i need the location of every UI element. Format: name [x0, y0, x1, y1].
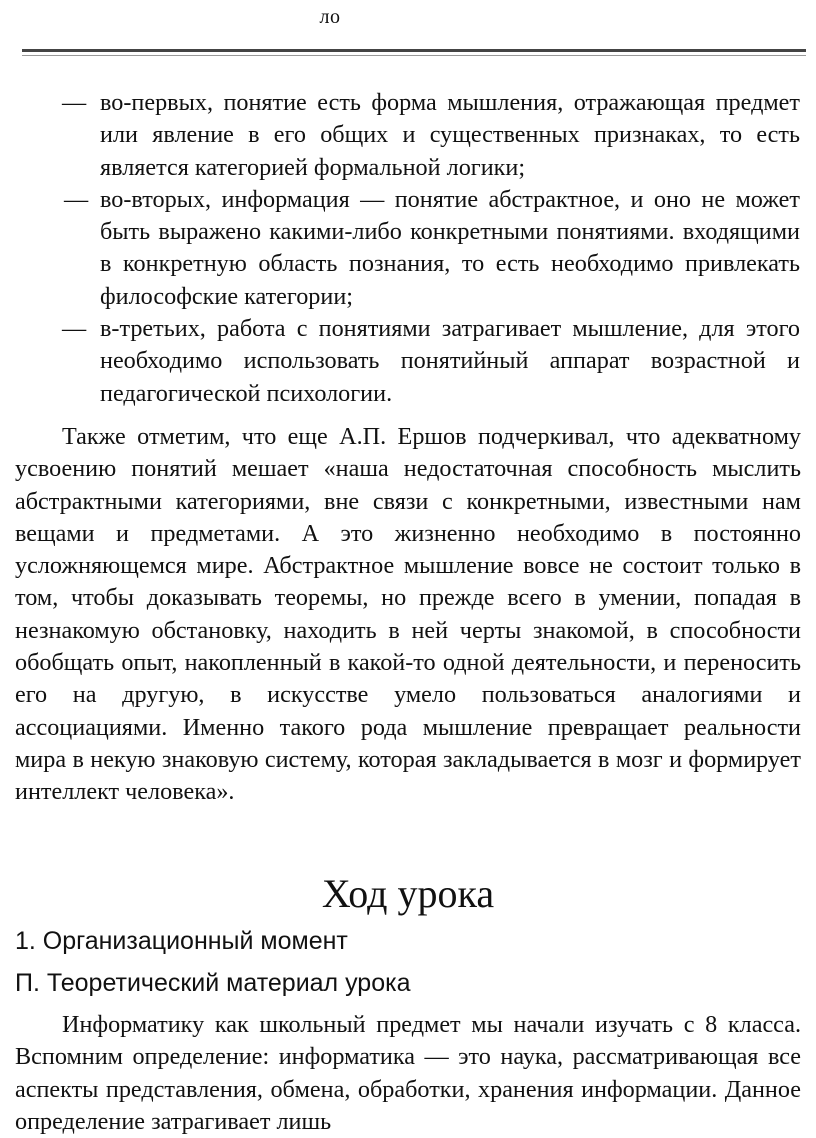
- page-number: ло: [319, 6, 341, 28]
- bullet-dash: —: [62, 315, 87, 343]
- bullet-text: в-третьих, работа с понятиями затрагивает мышление, для этого необходимо использовать понятийный аппарат возрастной и педагогической психологии.: [100, 315, 800, 407]
- bullet-item-third: [22, 313, 800, 410]
- bullet-item-first: [22, 87, 800, 184]
- section-heading: Ход урока: [321, 871, 495, 916]
- bullet-dash: —: [62, 89, 87, 116]
- subsection-theory: П. Теоретический материал урока: [15, 969, 411, 997]
- header-rule-thin: [22, 55, 806, 56]
- bullet-list: [22, 87, 800, 410]
- bullet-text: во-вторых, информация — понятие абстрактное, и оно не может быть выражено какими-либо конкретными понятиями. входящими в конкретную область познания, то есть необходимо привлекать философские категории;: [100, 185, 800, 310]
- body-paragraph-2: Информатику как школьный предмет мы начали изучать с 8 класса. Вспомним определение: информатика — это наука, рассматривающая все аспекты представления, обмена, обработки, хранения информации. Данное определение затрагивает лишь: [15, 1011, 801, 1135]
- header-rule: [22, 49, 806, 52]
- bullet-dash: —: [64, 185, 89, 213]
- bullet-item-second: [22, 184, 800, 313]
- subsection-org: 1. Организационный момент: [15, 927, 348, 955]
- bullet-text: во-первых, понятие есть форма мышления, отражающая предмет или явление в его общих и существенных признаках, то есть является категорией формальной логики;: [100, 89, 800, 181]
- body-paragraph: Также отметим, что еще А.П. Ершов подчеркивал, что адекватному усвоению понятий мешает «наша недостаточная способность мыслить абстрактными категориями, вне связи с конкретными, известными нам вещами и предметами. А это жизненно необходимо в постоянно усложняющемся мире. Абстрактное мышление вовсе не состоит только в том, чтобы доказывать теоремы, но прежде всего в умении, попадая в незнакомую обстановку, находить в ней черты знакомой, в способности обобщать опыт, накопленный в какой-то одной деятельности, и переносить его на другую, в искусстве умело пользоваться аналогиями и ассоциациями. Именно такого рода мышление превращает реальности мира в некую знаковую систему, которая закладывается в мозг и формирует интеллект человека».: [15, 423, 801, 806]
